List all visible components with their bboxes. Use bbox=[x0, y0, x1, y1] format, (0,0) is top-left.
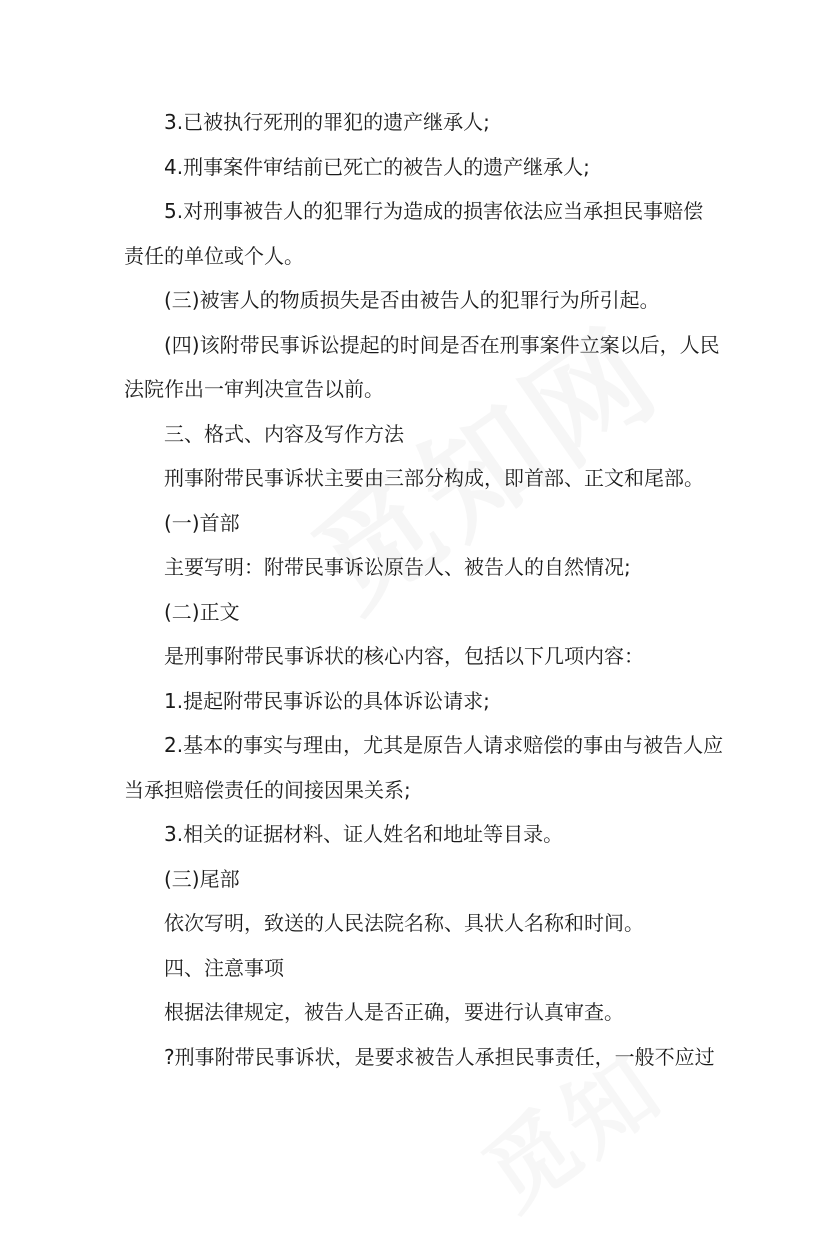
text-line-17: 3.相关的证据材料、证人姓名和地址等目录。 bbox=[164, 822, 564, 846]
text-line-15: 2.基本的事实与理由，尤其是原告人请求赔偿的事由与被告人应 bbox=[164, 733, 724, 757]
subheading-body: (二)正文 bbox=[164, 599, 240, 624]
text-line-3: 5.对刑事被告人的犯罪行为造成的损害依法应当承担民事赔偿 bbox=[164, 199, 704, 223]
section-heading-notes: 四、注意事项 bbox=[164, 955, 284, 980]
text-line-1: 3.已被执行死刑的罪犯的遗产继承人; bbox=[164, 110, 490, 134]
text-line-7: 法院作出一审判决宣告以前。 bbox=[124, 377, 384, 401]
section-heading-format: 三、格式、内容及写作方法 bbox=[164, 421, 404, 446]
text-line-4: 责任的单位或个人。 bbox=[124, 243, 304, 268]
document-body bbox=[124, 100, 724, 1079]
text-line-16: 当承担赔偿责任的间接因果关系; bbox=[124, 777, 411, 802]
text-line-22: ?刑事附带民事诉状，是要求被告人承担民事责任，一般不应过 bbox=[164, 1044, 715, 1069]
text-line-13: 是刑事附带民事诉状的核心内容，包括以下几项内容： bbox=[164, 644, 644, 668]
text-line-11: 主要写明：附带民事诉讼原告人、被告人的自然情况; bbox=[164, 555, 631, 579]
subheading-footer: (三)尾部 bbox=[164, 866, 240, 891]
text-line-6: (四)该附带民事诉讼提起的时间是否在刑事案件立案以后，人民 bbox=[164, 332, 720, 357]
text-line-19: 依次写明，致送的人民法院名称、具状人名称和时间。 bbox=[164, 911, 644, 935]
text-line-2: 4.刑事案件审结前已死亡的被告人的遗产继承人; bbox=[164, 154, 590, 179]
text-line-9: 刑事附带民事诉状主要由三部分构成，即首部、正文和尾部。 bbox=[164, 466, 704, 490]
text-line-5: (三)被害人的物质损失是否由被告人的犯罪行为所引起。 bbox=[164, 288, 660, 312]
text-line-21: 根据法律规定，被告人是否正确，要进行认真审查。 bbox=[164, 1000, 624, 1024]
subheading-header: (一)首部 bbox=[164, 510, 240, 535]
text-line-14: 1.提起附带民事诉讼的具体诉讼请求; bbox=[164, 688, 490, 713]
